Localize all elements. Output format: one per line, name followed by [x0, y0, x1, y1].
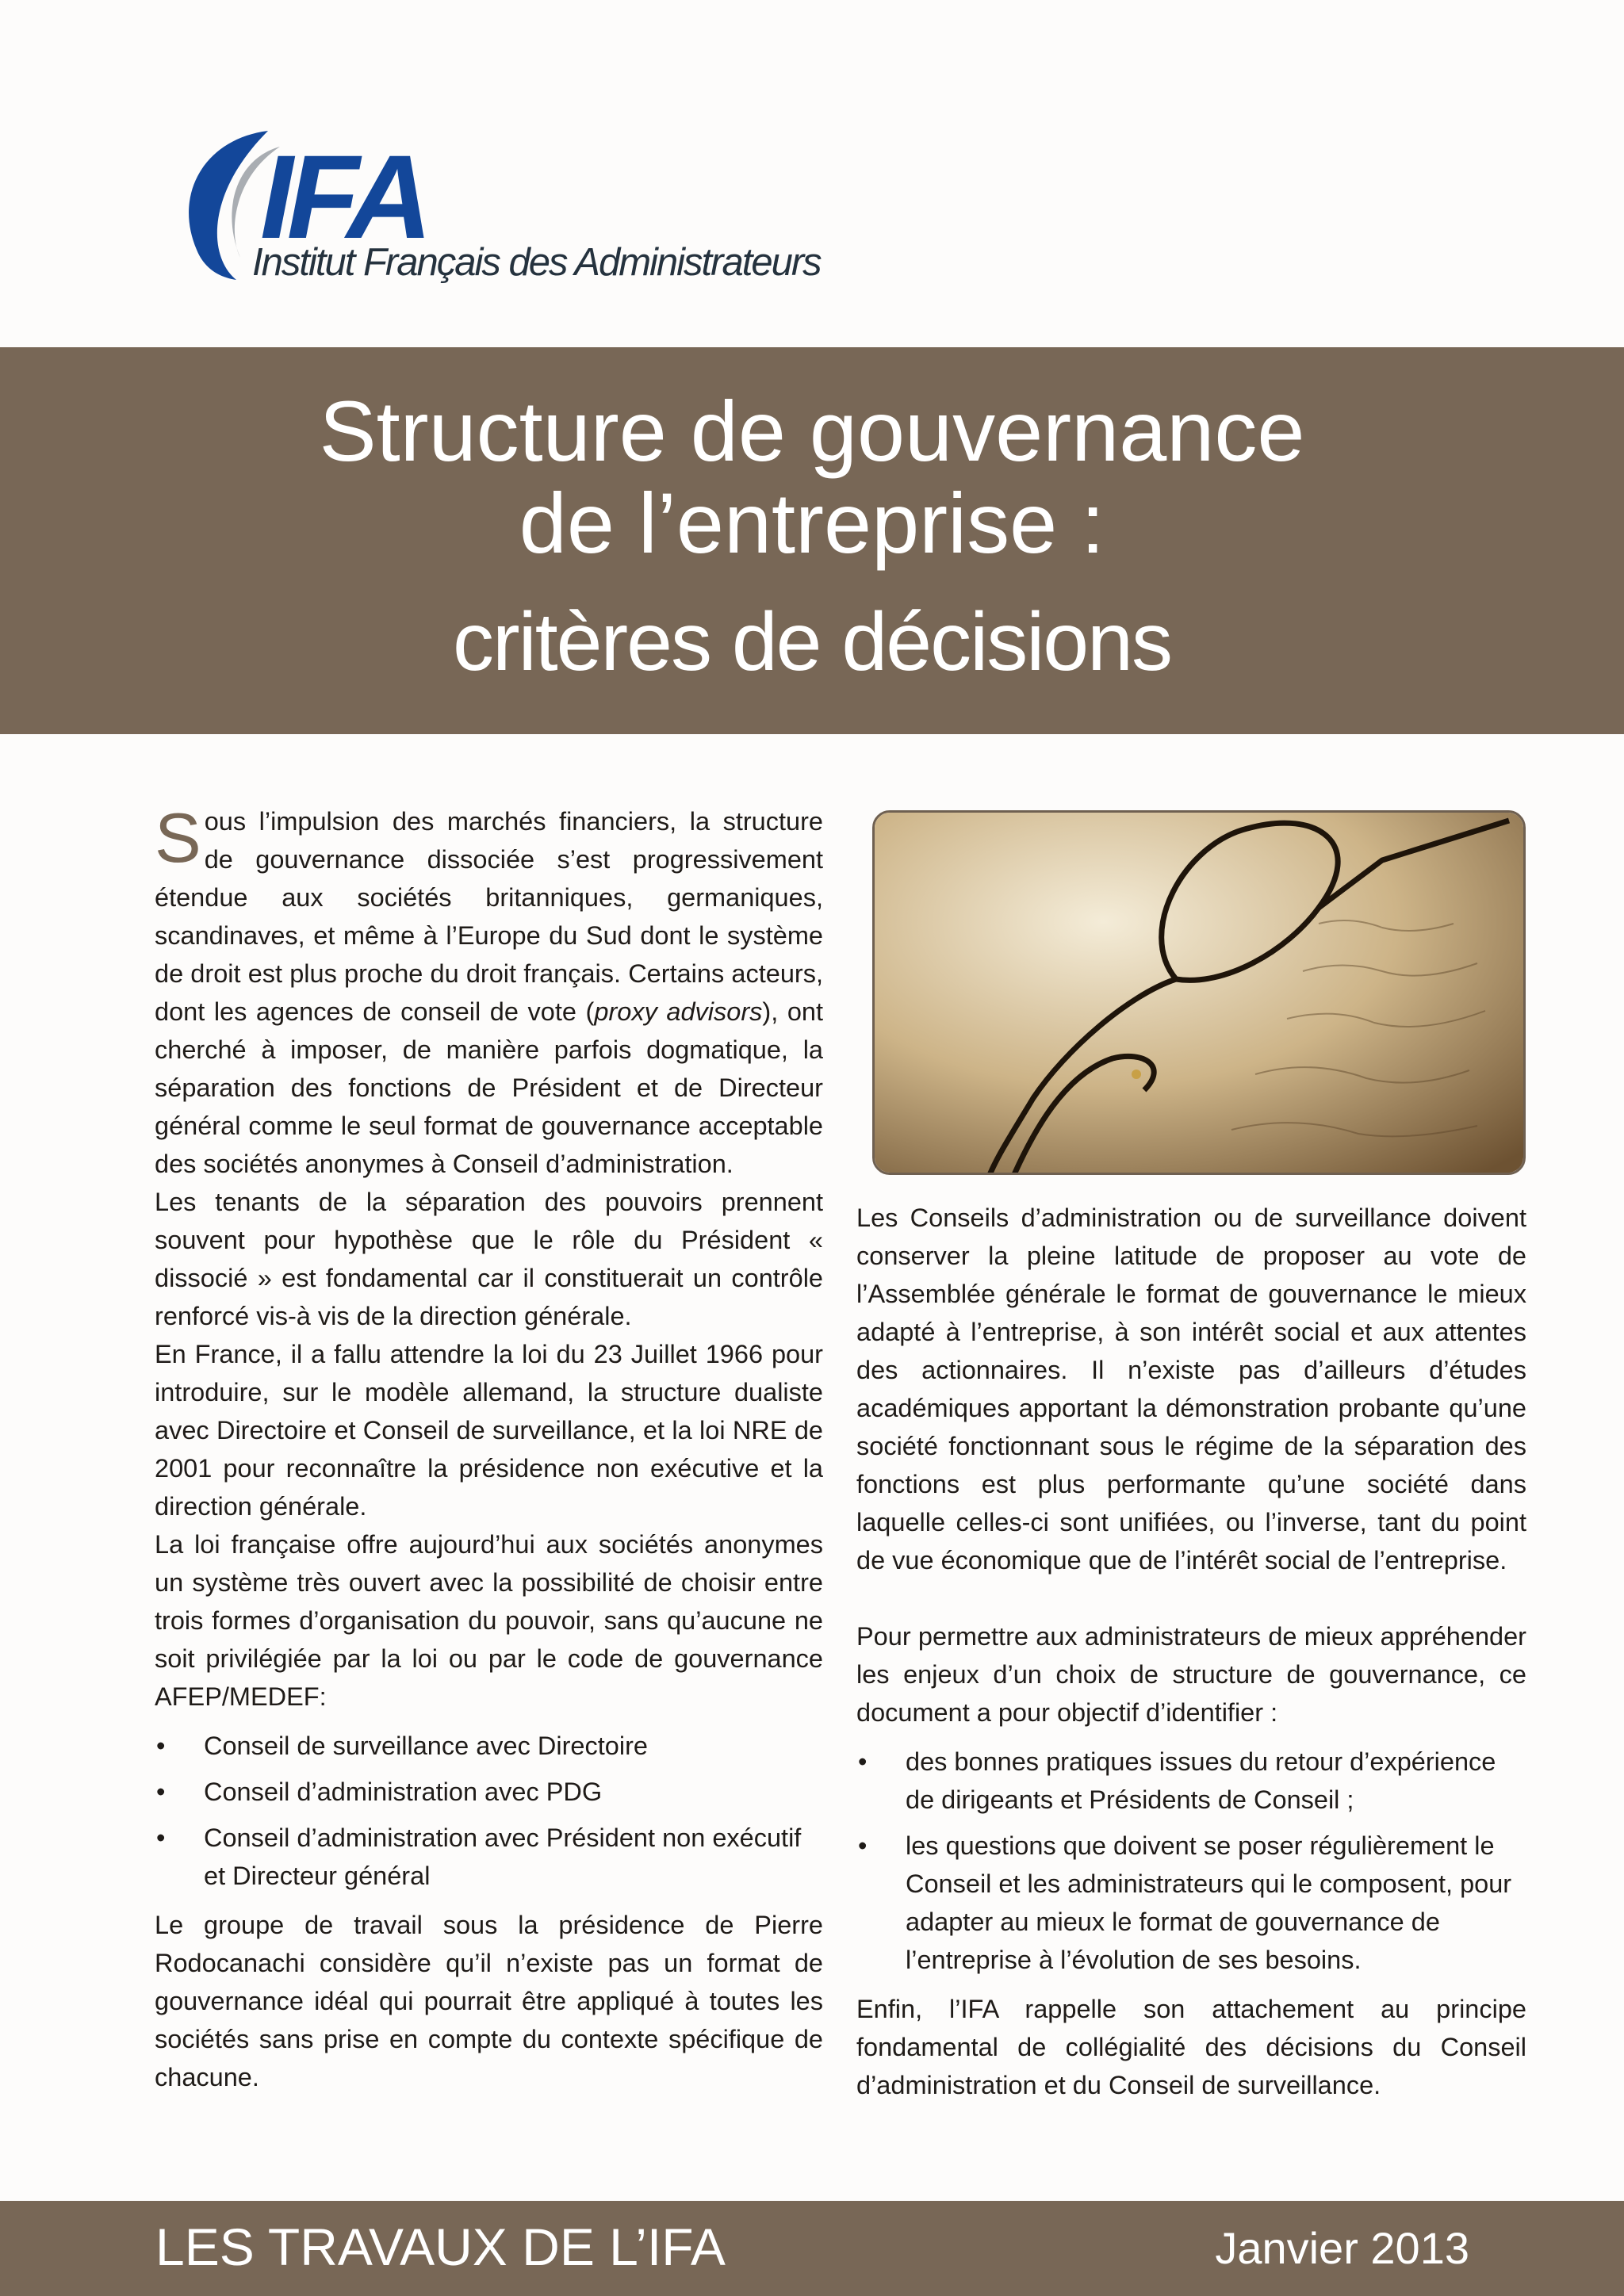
objectives-list [856, 1743, 1526, 1979]
glasses-icon [875, 813, 1526, 1175]
list-item: • Conseil d’administration avec Président non exécutif et Directeur général [155, 1819, 823, 1895]
list-item: • Conseil d’administration avec PDG [155, 1773, 823, 1811]
paragraph-loi: La loi française offre aujourd’hui aux sociétés anonymes un système très ouvert avec la possibilité de choisir entre trois formes d’organisation du pouvoir, sans qu’aucune ne soit privilégiée par la loi ou par le code de gouvernance AFEP/MEDEF: [155, 1530, 823, 1711]
paragraph-enfin: Enfin, l’IFA rappelle son attachement au principe fondamental de collégialité des décisions du Conseil d’administration et du Conseil de surveillance. [856, 1995, 1526, 2099]
logo-wordmark: IFA [260, 130, 427, 263]
logo-subtitle: Institut Français des Administrateurs [252, 241, 821, 284]
paragraph-france: En France, il a fallu attendre la loi du 23 Juillet 1966 pour introduire, sur le modèle allemand, la structure dualiste avec Directoire et Conseil de surveillance, et la loi NRE de 2001 pour reconnaître la présidence non exécutive et la direction générale. [155, 1340, 823, 1521]
footer-date: Janvier 2013 [1215, 2223, 1469, 2273]
intro-text-end: ), ont cherché à imposer, de manière parfois dogmatique, la séparation des fonctions de Président et de Directeur général comme le seul format de gouvernance acceptable des sociétés anonymes à Conseil d’administration. [155, 997, 824, 1178]
intro-italic: proxy advisors [594, 997, 763, 1026]
ifa-logo [173, 123, 821, 297]
governance-forms-list [155, 1727, 823, 1895]
paragraph-conseils: Les Conseils d’administration ou de surveillance doivent conserver la pleine latitude de proposer au vote de l’Assemblée générale le format de gouvernance le mieux adapté à l’entreprise, à son intérêt social et aux attentes des actionnaires. Il n’existe pas d’ailleurs d’études académiques apportant la démonstration probante qu’une société fonctionnant sous le régime de la séparation des fonctions est plus performante qu’une société dans laquelle celles-ci sont unifiées, ou l’inverse, tant du point de vue économique que de l’intérêt social de l’entreprise. [856, 1203, 1526, 1575]
glasses-photo [872, 810, 1526, 1175]
drop-cap: S [155, 798, 201, 877]
title-banner [0, 347, 1624, 734]
title-line-3: critères de décisions [453, 596, 1171, 688]
intro-text: ous l’impulsion des marchés financiers, la structure de gouvernance dissociée s’est progressivement étendue aux sociétés britanniques, germaniques, scandinaves, et même à l’Europe du Sud dont le système de droit est plus proche du droit français. Certains acteurs, dont les agences de conseil de vote ( [155, 807, 823, 1026]
intro-paragraph [155, 798, 824, 1183]
left-column [155, 798, 824, 2096]
list-item: • Conseil de surveillance avec Directoire [155, 1727, 823, 1765]
list-item: • des bonnes pratiques issues du retour d’expérience de dirigeants et Présidents de Conseil ; [856, 1743, 1526, 1819]
paragraph-tenants: Les tenants de la séparation des pouvoirs prennent souvent pour hypothèse que le rôle du Président « dissocié » est fondamental car il constituerait un contrôle renforcé vis-à vis de la direction générale. [155, 1188, 823, 1330]
footer-bar [0, 2201, 1624, 2296]
footer-series-title: LES TRAVAUX DE L’IFA [155, 2218, 726, 2276]
title-line-1: Structure de gouvernance [319, 383, 1305, 479]
paragraph-groupe: Le groupe de travail sous la présidence de Pierre Rodocanachi considère qu’il n’existe pas un format de gouvernance idéal qui pourrait être appliqué à toutes les sociétés sans prise en compte du contexte spécifique de chacune. [155, 1911, 823, 2091]
right-column [856, 1199, 1526, 2104]
title-line-2: de l’entreprise : [519, 475, 1105, 571]
paragraph-objectif: Pour permettre aux administrateurs de mieux appréhender les enjeux d’un choix de structure de gouvernance, ce document a pour objectif d’identifier : [856, 1622, 1526, 1727]
list-item: • les questions que doivent se poser régulièrement le Conseil et les administrateurs qui le composent, pour adapter au mieux le format de gouvernance de l’entreprise à l’évolution de ses besoins. [856, 1827, 1526, 1979]
